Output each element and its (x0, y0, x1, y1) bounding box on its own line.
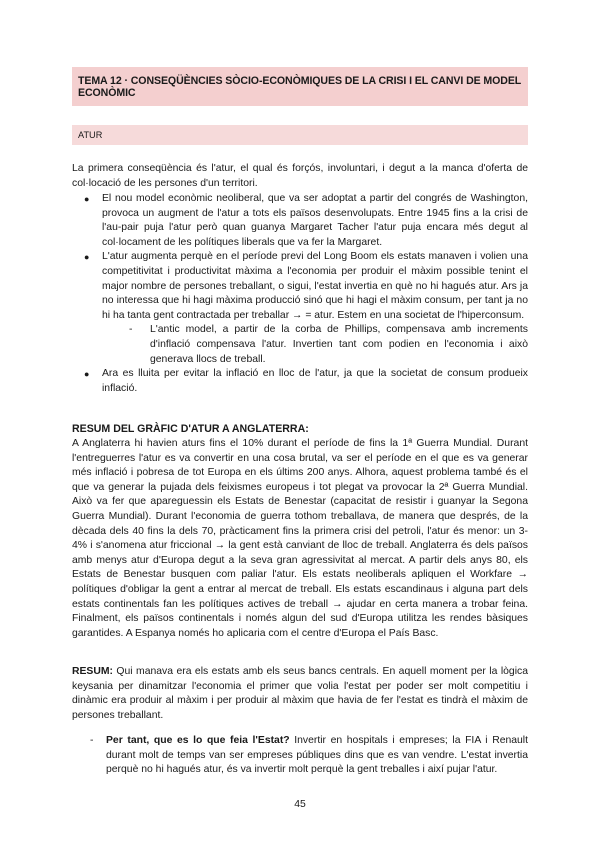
graph-summary-paragraph: A Anglaterra hi havien aturs fins el 10% durant el període de fins la 1ª Guerra Mundial. Durant l'entreguerres l'atur es va convertir en una cosa brutal, va ser el període en el que es va generar més inflació i pobresa de tot Europa en els últims 200 anys. Alhora, aquest problema també és el que va generar la pujada dels feixismes europeus i tot plegat va provocar la 2ª Guerra Mundial. Això va fer que apareguessin els Estats de Benestar (capacitat de resistir i guanyar la Segona Guerra Mundial). Durant l'economia de guerra tothom treballava, de manera que després, de la dècada dels 40 fins la dels 70, pràcticament fins la primera crisi del petroli, l'atur és menor: un 3-4% i s'anomena atur friccional → la gent està canviant de lloc de treball. Anglaterra és dels països amb menys atur d'Europa degut a la seva gran agressivitat al mercat. A partir dels anys 80, els Estats de Benestar busquen com paliar l'atur. Els estats neoliberals apliquen el Workfare → polítiques d'obligar la gent a entrar al mercat de treball. Els estats escandinaus i alguna part dels estats continentals fan les polítiques actives de treball → ajudar en certa manera a trobar feina. Finalment, els països continentals i només algun del sud d'Europa utilitza les rendes bàsiques garantides. A Espanya només ho aplicaria com el centre d'Europa el País Basc. (72, 438, 528, 639)
bullet-item (72, 192, 528, 250)
section-heading-graph: RESUM DEL GRÀFIC D'ATUR A ANGLATERRA: (72, 423, 309, 435)
intro-paragraph: La primera conseqüència és l'atur, el qual és forçós, involuntari, i degut a la manca d'oferta de col·locació de les persones d'un territori. (72, 163, 528, 189)
dash-item-text: Invertir en hospitals i empreses; la FIA i Renault durant molt de temps van ser empreses públiques dins que es van vendre. L'estat invertia perquè no hi hagués atur, és va invertir molt perquè la gent treballes i així pujar l'atur. (106, 735, 529, 776)
bullet-item (72, 250, 528, 367)
chapter-title-text: TEMA 12 · CONSEQÜÈNCIES SÒCIO-ECONÒMIQUES DE LA CRISI I EL CANVI DE MODEL ECONÒMIC (78, 75, 521, 99)
dash-marker: - (90, 735, 94, 746)
sub-bullet-text: L'antic model, a partir de la corba de Phillips, compensava amb increments d'inflació compensava l'atur. Invertien tant com podien en l'economia i això generava llocs de treball. (150, 324, 528, 365)
bullet-item-text: L'atur augmenta perquè en el període previ del Long Boom els estats manaven i volien una competitivitat i productivitat màxima a l'economia per produir el màxim possible tenint el major nombre de persones treballant, o sigui, l'estat invertia en què no hi hagués atur. Ars ja no interessa que hi hagi màxima producció sinó que hi hagi el màxim consum, per tant ja no hi ha tanta gent contractada per treballar → = atur. Estem en una societat de l'hiperconsum. (102, 251, 528, 321)
dash-list-item (72, 734, 528, 778)
bullet-item (72, 367, 528, 396)
dash-item-content (72, 734, 528, 778)
section-header (72, 125, 528, 145)
chapter-title (72, 67, 528, 106)
page-number: 45 (294, 799, 306, 810)
bullet-item-text: El nou model econòmic neoliberal, que va ser adoptat a partir del congrés de Washington, provoca un augment de l'atur a tots els països desenvolupats. Entre 1945 fins a la crisi de l'au-pair puja l'atur però quan guanya Margaret Tacher l'atur puja encara més degut al col·locament de les polítiques liberals que va fer la Margaret. (102, 193, 528, 248)
resum-text: Qui manava era els estats amb els seus bancs centrals. En aquell moment per la lògica keysania per dinamitzar l'economia el primer que volia l'estat per poder ser molt competitiu i dinàmic era produir al màxim i per produir al màxim que havia de fer l'estat es tindrà el màxim de persones treballant. (72, 666, 528, 721)
section-header-text: ATUR (78, 130, 103, 140)
sub-bullet-item (102, 323, 528, 367)
dash-item-question: Per tant, que es lo que feia l'Estat? (106, 735, 290, 746)
bullet-list (72, 192, 528, 396)
bullet-item-text: Ara es lluita per evitar la inflació en lloc de l'atur, ja que la societat de consum produeix inflació. (102, 368, 528, 394)
resum-label: RESUM: (72, 666, 113, 677)
resum-paragraph (72, 665, 528, 723)
dash-marker: - (129, 324, 133, 336)
